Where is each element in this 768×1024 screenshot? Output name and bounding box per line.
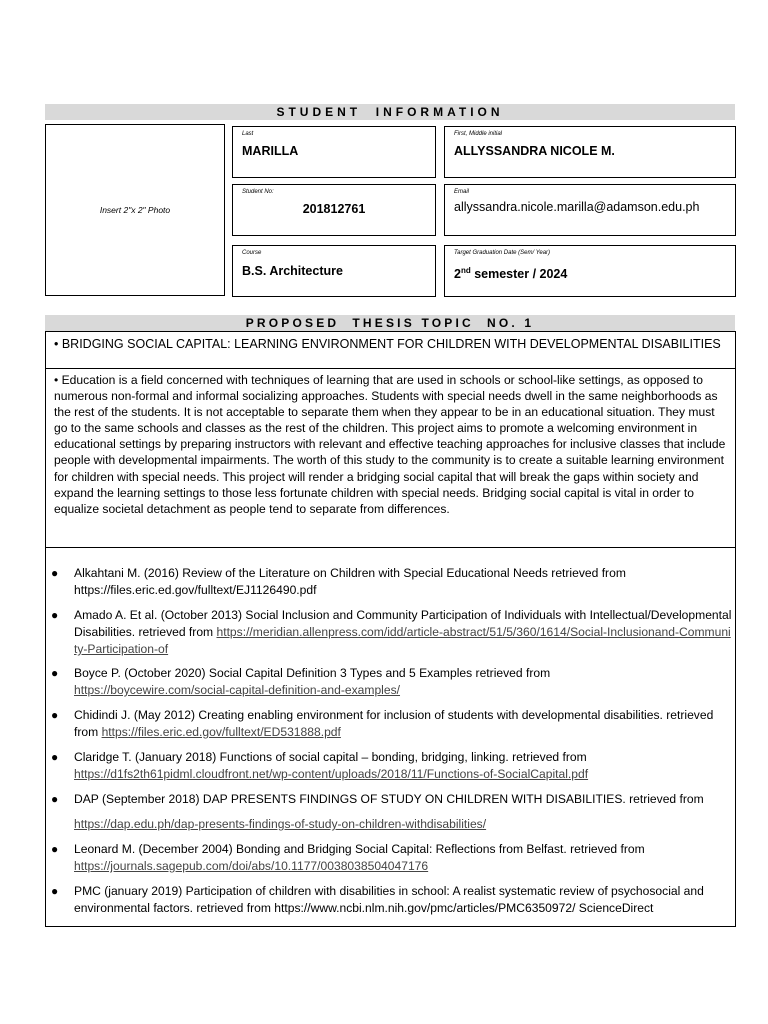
reference-text: DAP (September 2018) DAP PRESENTS FINDINGS OF STUDY ON CHILDREN WITH DISABILITIES. retrieved from bbox=[74, 792, 704, 806]
graduation-date-label: Target Graduation Date (Sem/ Year) bbox=[454, 250, 551, 256]
last-name-value: MARILLA bbox=[242, 144, 299, 158]
student-number-value: 201812761 bbox=[302, 202, 366, 216]
reference-item bbox=[51, 791, 734, 833]
graduation-semester-year: semester / 2024 bbox=[470, 267, 568, 282]
email-field[interactable] bbox=[444, 184, 736, 236]
reference-text: Amado A. Et al. (October 2013) Social Inclusion and Community Participation of Individuals with Intellectual/Developmental Disabilities. retrieved from bbox=[74, 608, 732, 639]
student-number-field[interactable] bbox=[232, 184, 436, 236]
reference-link[interactable]: https://boycewire.com/social-capital-definition-and-examples/ bbox=[74, 683, 401, 697]
bullet-icon: ● bbox=[51, 666, 59, 680]
student-number-label: Student No: bbox=[242, 189, 274, 195]
reference-item bbox=[51, 607, 734, 658]
first-name-field[interactable] bbox=[444, 126, 736, 178]
email-value: allyssandra.nicole.marilla@adamson.edu.ph bbox=[454, 200, 700, 214]
last-name-label: Last bbox=[242, 131, 254, 137]
bullet-icon: ● bbox=[51, 750, 59, 764]
reference-link[interactable]: https://dap.edu.ph/dap-presents-findings-of-study-on-children-withdisabilities/ bbox=[74, 817, 487, 831]
reference-item bbox=[51, 565, 734, 599]
course-label: Course bbox=[242, 250, 262, 256]
bullet-icon: ● bbox=[51, 608, 59, 622]
reference-text: Boyce P. (October 2020) Social Capital Definition 3 Types and 5 Examples retrieved from bbox=[74, 666, 551, 680]
first-name-label: First, Middle initial bbox=[454, 131, 503, 137]
reference-item bbox=[51, 665, 734, 699]
reference-text: Alkahtani M. (2016) Review of the Literature on Children with Special Educational Needs retrieved from https://files.eric.ed.gov/fulltext/EJ1126490.pdf bbox=[74, 566, 626, 597]
course-field[interactable] bbox=[232, 245, 436, 297]
student-information-header: STUDENT INFORMATION bbox=[45, 104, 735, 120]
graduation-date-value bbox=[454, 263, 567, 282]
reference-link[interactable]: https://files.eric.ed.gov/fulltext/ED531888.pdf bbox=[101, 725, 341, 739]
reference-item bbox=[51, 749, 734, 783]
bullet-icon: ● bbox=[51, 884, 59, 898]
bullet-icon: ● bbox=[51, 792, 59, 806]
bullet-icon: ● bbox=[51, 708, 59, 722]
reference-item bbox=[51, 707, 734, 741]
first-name-value: ALLYSSANDRA NICOLE M. bbox=[454, 144, 615, 158]
reference-link[interactable]: https://journals.sagepub.com/doi/abs/10.1177/0038038504047176 bbox=[74, 859, 429, 873]
references-list bbox=[45, 547, 736, 927]
reference-item bbox=[51, 883, 734, 917]
reference-text: Leonard M. (December 2004) Bonding and Bridging Social Capital: Reflections from Belfast. retrieved from bbox=[74, 842, 645, 856]
email-label: Email bbox=[454, 189, 470, 195]
reference-text: Chidindi J. (May 2012) Creating enabling environment for inclusion of students with developmental disabilities. retrieved from bbox=[74, 708, 714, 739]
reference-text: PMC (january 2019) Participation of children with disabilities in school: A realist systematic review of psychosocial and environmental factors. retrieved from https://www.ncbi.nlm.nih.gov/pmc/articles/PMC6350972/ ScienceDirect bbox=[74, 884, 704, 915]
graduation-ordinal: 2 bbox=[454, 267, 461, 282]
last-name-field[interactable] bbox=[232, 126, 436, 178]
thesis-title: • BRIDGING SOCIAL CAPITAL: LEARNING ENVIRONMENT FOR CHILDREN WITH DEVELOPMENTAL DISABILITIES bbox=[45, 331, 736, 369]
reference-item bbox=[51, 841, 734, 875]
graduation-ordinal-suffix: nd bbox=[460, 266, 471, 275]
thesis-description: • Education is a field concerned with techniques of learning that are used in schools or school-like settings, as opposed to numerous non-formal and informal socializing approaches. Students with special needs dwell in the same neighborhoods as the rest of the students. It is not acceptable to separate them when they appear to be in an educational situation. They must go to the same schools and classes as the rest of the children. This project aims to promote a welcoming environment in educational settings by preparing instructors with relevant and effective teaching approaches for inclusive classes that include people with developmental impairments. The worth of this study to the community is to create a suitable learning environment for children with special needs. This project will render a bridging social capital that will break the gaps within society and expand the learning settings to those less fortunate children with special needs. Bridging social capital is vital in order to equalize societal detachment as people tend to separate from differences. bbox=[45, 368, 736, 548]
reference-link[interactable]: https://d1fs2th61pidml.cloudfront.net/wp-content/uploads/2018/11/Functions-of-SocialCapital.pdf bbox=[74, 767, 589, 781]
course-value: B.S. Architecture bbox=[242, 264, 343, 278]
bullet-icon: ● bbox=[51, 566, 59, 580]
graduation-date-field[interactable] bbox=[444, 245, 736, 297]
bullet-icon: ● bbox=[51, 842, 59, 856]
photo-label: Insert 2"x 2" Photo bbox=[99, 205, 171, 215]
proposed-thesis-header: PROPOSED THESIS TOPIC NO. 1 bbox=[45, 315, 735, 331]
photo-placeholder[interactable] bbox=[45, 124, 225, 296]
reference-link[interactable]: https://meridian.allenpress.com/idd/article-abstract/51/5/360/1614/Social-Inclusionand-Community-Participation-of bbox=[74, 625, 731, 656]
reference-text: Claridge T. (January 2018) Functions of social capital – bonding, bridging, linking. retrieved from bbox=[74, 750, 587, 764]
